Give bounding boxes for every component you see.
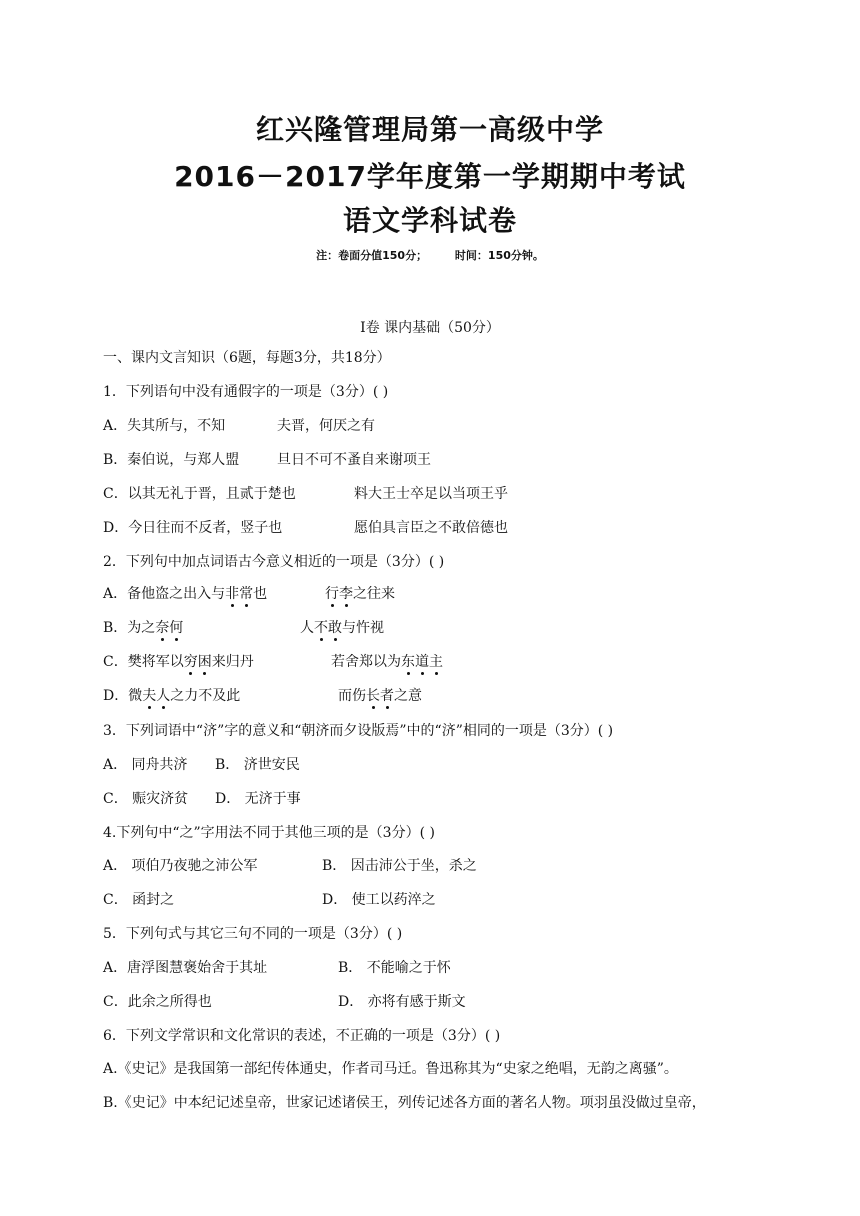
text: 之意	[394, 688, 422, 704]
q3-option-c: C． 赈灾济贫	[103, 791, 189, 807]
text: 之力不及此	[170, 688, 241, 704]
q6-option-b: B.《史记》中本纪记述皇帝，世家记述诸侯王，列传记述各方面的著名人物。项羽虽没做过皇帝，	[103, 1095, 706, 1111]
q2-option-a-right	[325, 583, 395, 603]
dotted-char: 非	[225, 583, 239, 603]
dotted-char: 李	[339, 583, 353, 603]
text: 来归丹	[211, 654, 254, 670]
dotted-char: 长	[366, 685, 380, 705]
q2-option-c-left	[103, 651, 254, 671]
dotted-char: 不	[314, 617, 328, 637]
question-4-stem: 4.下列句中“之”字用法不同于其他三项的是（3分）( )	[103, 825, 435, 841]
dotted-char: 奈	[155, 617, 169, 637]
q3-option-d: D． 无济于事	[215, 791, 301, 807]
q1-option-d-right: 愿伯具言臣之不敢倍德也	[354, 520, 508, 536]
q4-option-c: C． 函封之	[103, 892, 175, 908]
q3-option-b: B． 济世安民	[215, 757, 300, 773]
text: 之往来	[353, 586, 395, 602]
text: 而伤	[338, 688, 366, 704]
q2-option-d-right	[338, 685, 422, 705]
dotted-char: 何	[169, 617, 183, 637]
q5-option-a: A．唐浮图慧褒始舍于其址	[103, 960, 268, 976]
q1-option-b-right: 旦日不可不蚤自来谢项王	[277, 452, 431, 468]
note-score: 注：卷面分值150分；	[316, 249, 428, 262]
dotted-char: 敢	[328, 617, 342, 637]
q5-option-c: C．此余之所得也	[103, 994, 212, 1010]
question-6-stem: 6．下列文学常识和文化常识的表述，不正确的一项是（3分）( )	[103, 1028, 501, 1044]
term-title: 2016－2017学年度第一学期期中考试	[174, 160, 686, 193]
text: B．为之	[103, 620, 156, 636]
q5-option-d: D． 亦将有感于斯文	[338, 994, 466, 1010]
q3-option-a: A． 同舟共济	[103, 757, 188, 773]
dotted-char: 东	[401, 651, 415, 671]
question-2-stem: 2．下列句中加点词语古今意义相近的一项是（3分）( )	[103, 554, 445, 570]
dotted-char: 行	[325, 583, 339, 603]
section-title: Ⅰ卷 课内基础（50分）	[360, 320, 500, 336]
part-heading: 一、课内文言知识（6题，每题3分，共18分）	[103, 350, 391, 366]
exam-note	[0, 247, 860, 263]
q6-option-a: A.《史记》是我国第一部纪传体通史，作者司马迁。鲁迅称其为“史家之绝唱，无韵之离骚”。	[103, 1061, 678, 1077]
text: A．备他盗之出入与	[103, 586, 226, 602]
dotted-char: 道	[415, 651, 429, 671]
q5-option-b: B． 不能喻之于怀	[338, 960, 451, 976]
dotted-char: 者	[380, 685, 394, 705]
q4-option-d: D． 使工以药淬之	[322, 892, 436, 908]
text: 也	[253, 586, 268, 602]
q4-option-b: B． 因击沛公于坐，杀之	[322, 858, 477, 874]
question-3-stem: 3．下列词语中“济”字的意义和“朝济而夕设版焉”中的“济”相同的一项是（3分）( )	[103, 723, 614, 739]
school-title: 红兴隆管理局第一高级中学	[255, 113, 604, 146]
q2-option-c-right	[331, 651, 443, 671]
note-time: 时间：150分钟。	[454, 249, 544, 262]
q2-option-b-left	[103, 617, 183, 637]
dotted-char: 常	[239, 583, 253, 603]
q2-option-a-left	[103, 583, 267, 603]
question-5-stem: 5．下列句式与其它三句不同的一项是（3分）( )	[103, 926, 403, 942]
dotted-char: 主	[429, 651, 443, 671]
text: 若舍郑以为	[331, 654, 401, 670]
q1-option-a-right: 夫晋，何厌之有	[277, 418, 375, 434]
q1-option-b-left: B．秦伯说，与郑人盟	[103, 452, 240, 468]
q4-option-a: A． 项伯乃夜驰之沛公军	[103, 858, 258, 874]
question-1-stem: 1．下列语句中没有通假字的一项是（3分）( )	[103, 384, 389, 400]
dotted-char: 穷	[184, 651, 198, 671]
q1-option-c-right: 料大王士卒足以当项王乎	[354, 486, 508, 502]
q1-option-a-left: A．失其所与，不知	[103, 418, 226, 434]
q2-option-d-left	[103, 685, 240, 705]
dotted-char: 困	[198, 651, 212, 671]
dotted-char: 夫	[142, 685, 156, 705]
q1-option-d-left: D．今日往而不反者，竖子也	[103, 520, 283, 536]
q2-option-b-right	[300, 617, 384, 637]
q1-option-c-left: C．以其无礼于晋，且贰于楚也	[103, 486, 296, 502]
text: D．微	[103, 688, 143, 704]
dotted-char: 人	[156, 685, 170, 705]
subject-title: 语文学科试卷	[342, 204, 517, 237]
text: C．樊将军以	[103, 654, 184, 670]
text: 人	[300, 620, 314, 636]
text: 与忤视	[342, 620, 384, 636]
